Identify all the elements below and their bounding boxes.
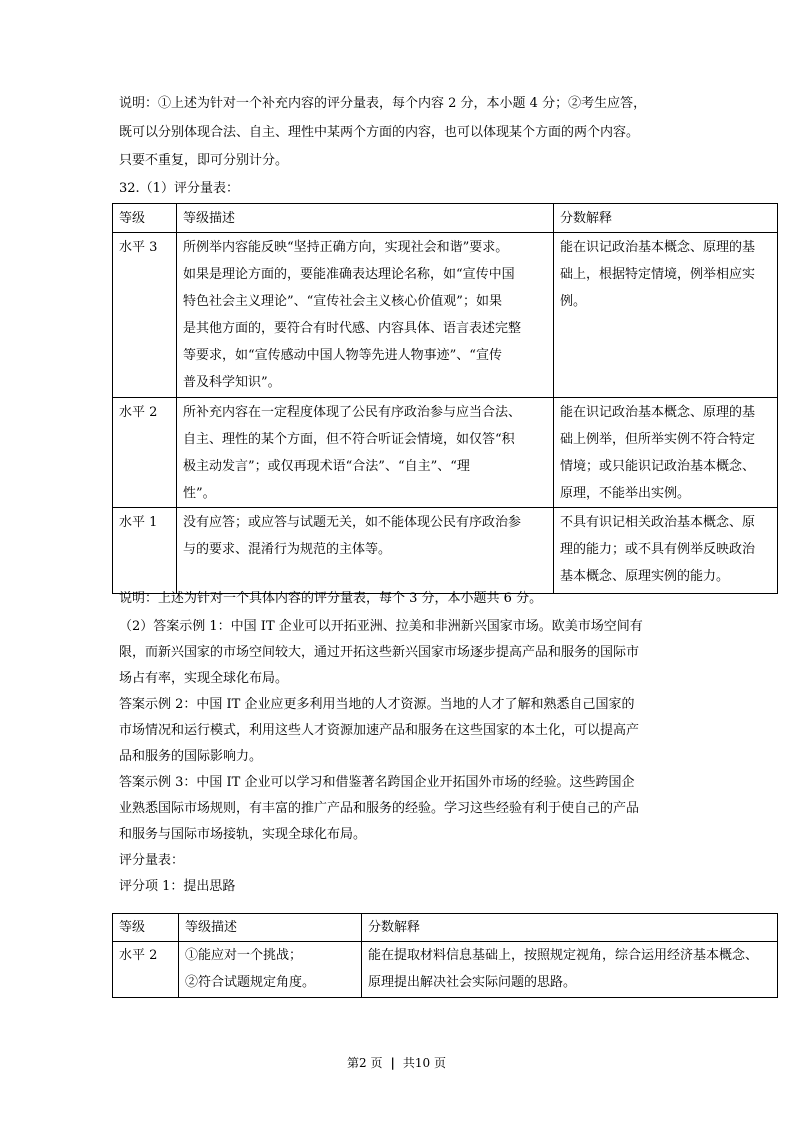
table-row (113, 508, 778, 594)
table-row (113, 398, 778, 508)
answer-line: 答案示例 3：中国 IT 企业可以学习和借鉴著名跨国企业开拓国外市场的经验。这些跨国企 (119, 775, 635, 790)
page-footer (0, 1054, 793, 1071)
table-header-row (113, 204, 778, 233)
page-number: 第2 页 (347, 1056, 383, 1070)
answer-line: 场占有率，实现全球化布局。 (119, 671, 289, 686)
explain-cell: 能在提取材料信息基础上，按照规定视角，综合运用经济基本概念、 原理提出解决社会实际问题的思路。 (362, 942, 778, 998)
answer-line: （2）答案示例 1：中国 IT 企业可以开拓亚洲、拉美和非洲新兴国家市场。欧美市场空间有 (119, 619, 643, 634)
answer-line: 市场情况和运行模式，利用这些人才资源加速产品和服务在这些国家的本土化，可以提高产 (119, 723, 640, 738)
answer-line: 答案示例 2：中国 IT 企业应更多利用当地的人才资源。当地的人才了解和熟悉自己国家的 (119, 697, 635, 712)
header-desc: 等级描述 (177, 204, 554, 233)
header-explain: 分数解释 (362, 914, 778, 942)
table-header-row (113, 914, 778, 942)
answer-line: 品和服务的国际影响力。 (119, 749, 263, 764)
desc-cell: 所补充内容在一定程度体现了公民有序政治参与应当合法、 自主、理性的某个方面，但不符合听证会情境，如仅答“积 极主动发言”；或仅再现术语“合法”、“自主”、“理 性”。 (177, 398, 554, 508)
level-cell: 水平 2 (113, 942, 179, 998)
answer-line: 限，而新兴国家的市场空间较大，通过开拓这些新兴国家市场逐步提高产品和服务的国际市 (119, 645, 640, 660)
scoring-table-2 (112, 913, 778, 998)
answer-line: 业熟悉国际市场规则，有丰富的推广产品和服务的经验。学习这些经验有利于使自己的产品 (119, 801, 640, 816)
answer-line: 评分量表： (119, 853, 185, 868)
answer-examples (119, 614, 689, 900)
header-level: 等级 (113, 914, 179, 942)
intro-line: 只要不重复，即可分别计分。 (119, 153, 289, 168)
level-cell: 水平 2 (113, 398, 177, 508)
q32-heading: 32.（1）评分量表： (119, 181, 239, 196)
intro-line: 既可以分别体现合法、自主、理性中某两个方面的内容，也可以体现某个方面的两个内容。 (119, 124, 640, 140)
level-cell: 水平 3 (113, 233, 177, 398)
desc-cell: ①能应对一个挑战； ②符合试题规定角度。 (179, 942, 362, 998)
table-row (113, 942, 778, 998)
q32-heading-block (119, 175, 689, 204)
intro-line: 说明：①上述为针对一个补充内容的评分量表，每个内容 2 分，本小题 4 分；②考生应答， (119, 96, 647, 111)
explain-cell: 能在识记政治基本概念、原理的基 础上，根据特定情境，例举相应实 例。 (554, 233, 778, 398)
intro-note (119, 90, 689, 176)
explain-cell: 不具有识记相关政治基本概念、原 理的能力；或不具有例举反映政治 基本概念、原理实例的能力。 (554, 508, 778, 594)
level-cell: 水平 1 (113, 508, 177, 594)
page-total: 共10 页 (402, 1056, 446, 1070)
desc-cell: 所例举内容能反映“坚持正确方向，实现社会和谐”要求。 如果是理论方面的，要能准确表达理论名称，如“宣传中国 特色社会主义理论”、“宣传社会主义核心价值观”；如果 是其他方面的，要符合有时代感、内容具体、语言表述完整 等要求，如“宣传感动中国人物等先进人物事迹”、“宣传 普及科学知识”。 (177, 233, 554, 398)
scoring-table-1 (112, 203, 778, 594)
desc-cell: 没有应答；或应答与试题无关，如不能体现公民有序政治参 与的要求、混淆行为规范的主体等。 (177, 508, 554, 594)
header-desc: 等级描述 (179, 914, 362, 942)
answer-line: 和服务与国际市场接轨，实现全球化布局。 (119, 827, 367, 842)
answer-line: 评分项 1：提出思路 (119, 879, 236, 894)
table-row (113, 233, 778, 398)
header-explain: 分数解释 (554, 204, 778, 233)
note-1 (119, 585, 689, 614)
header-level: 等级 (113, 204, 177, 233)
explain-cell: 能在识记政治基本概念、原理的基 础上例举，但所举实例不符合特定 情境；或只能识记政治基本概念、 原理，不能举出实例。 (554, 398, 778, 508)
note-line: 说明：上述为针对一个具体内容的评分量表，每个 3 分，本小题共 6 分。 (119, 591, 543, 606)
footer-separator: | (390, 1056, 395, 1070)
